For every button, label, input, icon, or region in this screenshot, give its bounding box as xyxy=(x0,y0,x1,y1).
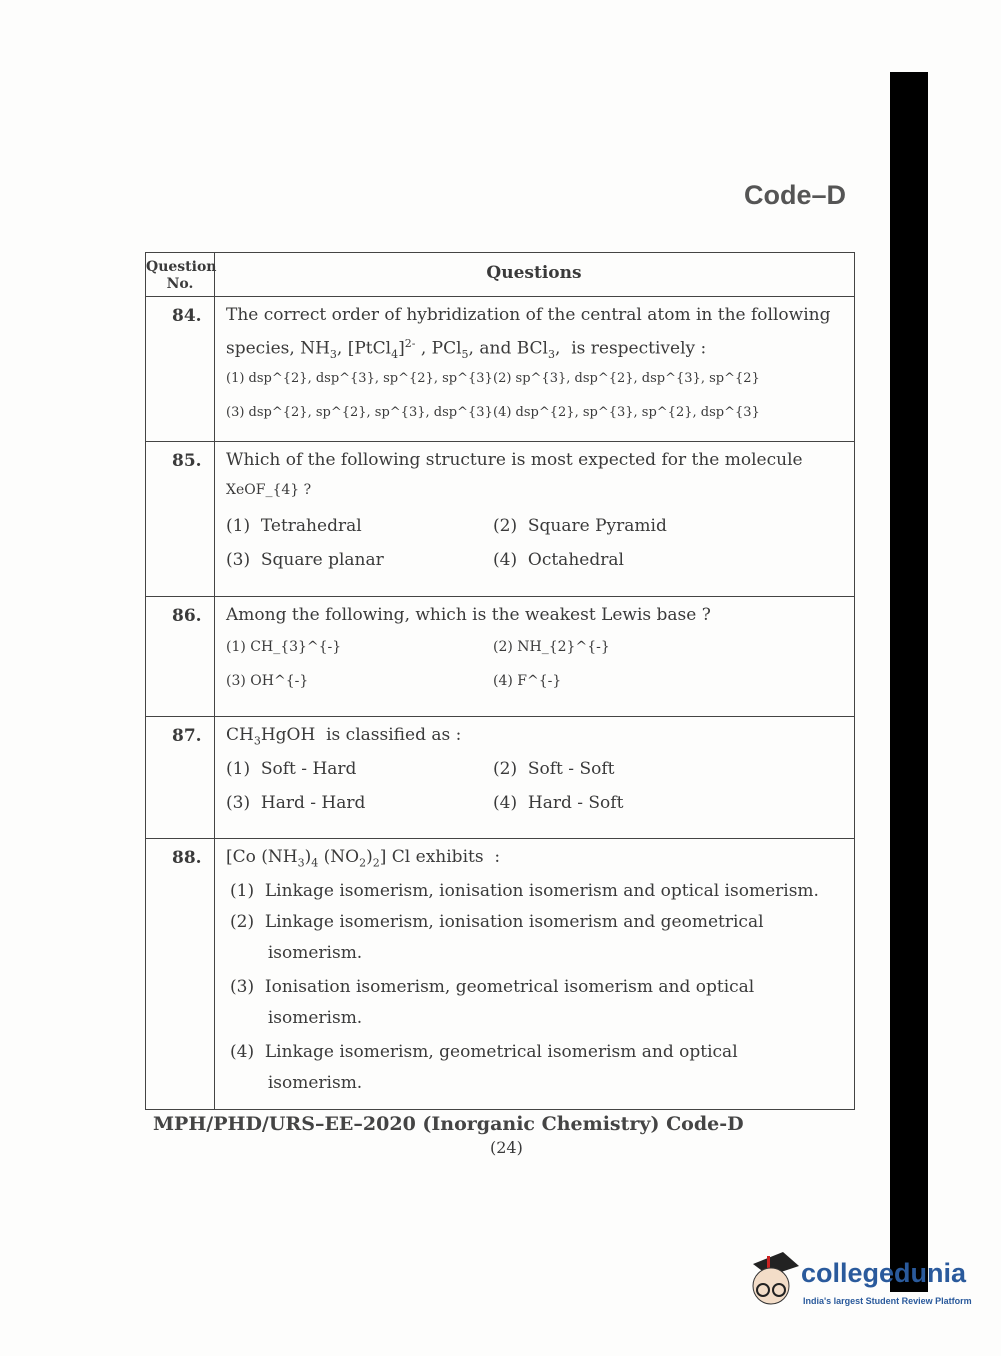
answer-option: (4) dsp^{2}, sp^{3}, sp^{2}, dsp^{3} xyxy=(493,405,760,420)
question-number: 85. xyxy=(172,451,202,471)
answer-option: (1) CH_{3}^{-} xyxy=(226,639,342,655)
question-text: Among the following, which is the weakest Lewis base ? xyxy=(226,605,711,625)
question-text: XeOF_{4} ? xyxy=(226,482,312,498)
answer-option: isomerism. xyxy=(230,943,363,963)
page-number: (24) xyxy=(490,1138,523,1157)
paper-code: Code–D xyxy=(744,180,847,210)
answer-option: (2) sp^{3}, dsp^{2}, dsp^{3}, sp^{2} xyxy=(493,371,760,386)
question-text: [Co $(NH_3)_4$ $(NO_2)_2$] Cl exhibits : xyxy=(226,847,501,870)
answer-option: (2) NH_{2}^{-} xyxy=(493,639,610,655)
row-divider xyxy=(146,596,854,597)
row-divider xyxy=(146,441,854,442)
question-number: 87. xyxy=(172,726,202,746)
row-divider xyxy=(146,716,854,717)
answer-option: (3) OH^{-} xyxy=(226,673,309,689)
column-divider xyxy=(214,253,215,1109)
question-number: 84. xyxy=(172,306,202,326)
header-questions: Questions xyxy=(486,263,582,283)
logo-tagline: India's largest Student Review Platform xyxy=(803,1296,972,1306)
answer-option: (1) Soft - Hard xyxy=(226,759,357,779)
answer-option: (4) F^{-} xyxy=(493,673,562,689)
questions-table xyxy=(145,252,855,1110)
row-divider xyxy=(146,838,854,839)
answer-option: (1) Linkage isomerism, ionisation isomerism and optical isomerism. xyxy=(230,881,819,901)
question-text: The correct order of hybridization of the central atom in the following xyxy=(226,305,831,325)
header-question-no: Question No. xyxy=(146,259,217,292)
answer-option: (1) Tetrahedral xyxy=(226,516,362,536)
answer-option: (3) dsp^{2}, sp^{2}, sp^{3}, dsp^{3} xyxy=(226,405,493,420)
mascot-icon xyxy=(743,1250,801,1310)
row-divider xyxy=(146,296,854,297)
answer-option: (3) Ionisation isomerism, geometrical isomerism and optical xyxy=(230,977,755,997)
answer-option: (1) dsp^{2}, dsp^{3}, sp^{2}, sp^{3} xyxy=(226,371,493,386)
question-text: species, $NH_3$, [PtCl$_4$]$^{2-}$ , PCl$_5$, and BCl$_3$, is respectively : xyxy=(226,337,707,362)
answer-option: isomerism. xyxy=(230,1073,363,1093)
answer-option: isomerism. xyxy=(230,1008,363,1028)
answer-option: (2) Linkage isomerism, ionisation isomerism and geometrical xyxy=(230,912,764,932)
collegedunia-logo xyxy=(743,1250,973,1310)
answer-option: (2) Square Pyramid xyxy=(493,516,667,536)
question-number: 86. xyxy=(172,606,202,626)
question-text: $CH_3HgOH$ is classified as : xyxy=(226,725,462,748)
answer-option: (4) Octahedral xyxy=(493,550,624,570)
answer-option: (3) Square planar xyxy=(226,550,384,570)
answer-option: (4) Hard - Soft xyxy=(493,793,624,813)
answer-option: (2) Soft - Soft xyxy=(493,759,615,779)
question-number: 88. xyxy=(172,848,202,868)
footer-title: MPH/PHD/URS–EE–2020 (Inorganic Chemistry) Code-D xyxy=(153,1113,744,1135)
answer-option: (4) Linkage isomerism, geometrical isomerism and optical xyxy=(230,1042,738,1062)
logo-name: collegedunia xyxy=(801,1258,967,1288)
black-margin-bar xyxy=(890,72,928,1292)
question-text: Which of the following structure is most expected for the molecule xyxy=(226,450,803,470)
answer-option: (3) Hard - Hard xyxy=(226,793,366,813)
